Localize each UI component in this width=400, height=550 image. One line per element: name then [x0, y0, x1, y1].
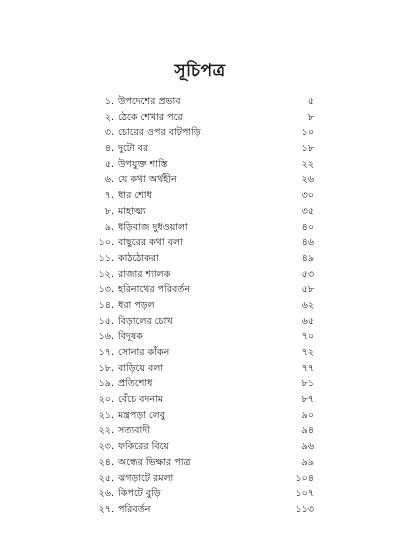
toc-entry-page-number: ৪৯	[301, 252, 314, 264]
toc-entry-number: ২৫.	[98, 472, 114, 484]
toc-entry-page-number: ৫৮	[301, 284, 314, 296]
toc-entry-page-number: ৪৬	[301, 237, 314, 249]
toc-entry-title: কিপটে বুড়ি	[118, 488, 161, 500]
toc-entry-page-number: ৯৪	[301, 425, 314, 437]
toc-entry-page-number: ১০৪	[295, 472, 314, 484]
toc-entry-page-number: ১৮	[301, 143, 314, 155]
toc-entry-number: ২৬.	[98, 488, 114, 500]
toc-entry-number: ২.	[104, 111, 114, 123]
toc-entry-number: ১৮.	[98, 362, 114, 374]
toc-entry-title: সোনার কাঁকন	[118, 347, 170, 358]
toc-entry	[92, 423, 314, 439]
toc-entry-page-number: ৮১	[301, 378, 314, 390]
toc-entry-page-number: ৭০	[301, 331, 314, 343]
toc-entry	[92, 251, 314, 267]
toc-entry-page-number: ৫৩	[301, 268, 314, 280]
toc-entry	[92, 502, 314, 518]
toc-entry-title: দুটো বর	[118, 143, 149, 155]
toc-entry-title: রাজার শ্যালক	[118, 268, 171, 280]
toc-entry	[92, 345, 314, 361]
toc-entry-number: ২৭.	[98, 503, 114, 515]
toc-entry	[92, 188, 314, 204]
toc-entry-page-number: ৯০	[301, 409, 314, 421]
toc-entry-number: ১৫.	[98, 315, 114, 327]
toc-entry-title: অন্ধের ভিক্ষার পাত্র	[118, 456, 191, 468]
toc-entry-title: কাঠঠোকরা	[118, 252, 159, 264]
toc-entry-title: চোরের ওপর বাটপাড়ি	[118, 127, 201, 139]
toc-entry	[92, 439, 314, 455]
toc-entry-title: ধার শোধ	[118, 190, 152, 202]
toc-entry-title: বাড়িয়ে বলা	[118, 362, 164, 374]
toc-entry-title: ফকিরের বিয়ে	[118, 441, 170, 453]
toc-entry-title: ঝগড়াটে রমলা	[118, 472, 174, 484]
toc-entry-title: মন্ত্রপড়া লেবু	[118, 409, 166, 421]
toc-entry-number: ১০.	[98, 237, 114, 249]
toc-entry-title: মাহাত্ম্য	[118, 205, 146, 217]
toc-entry-page-number: ১০৭	[295, 488, 314, 500]
toc-entry-page-number: ৯৯	[301, 456, 314, 468]
toc-entry	[92, 486, 314, 502]
toc-entry	[92, 455, 314, 471]
toc-entry-page-number: ৯৬	[301, 441, 314, 453]
toc-entry-page-number: ১১৩	[295, 503, 314, 515]
toc-entry-number: ১.	[104, 96, 114, 107]
toc-entry-title: যে কথা অর্থহীন	[118, 174, 177, 186]
toc-entry	[92, 329, 314, 345]
toc-entry-title: সত্যবাদী	[118, 425, 150, 437]
toc-entry-page-number: ২৬	[301, 174, 314, 186]
toc-entry-number: ৭.	[104, 190, 114, 202]
toc-entry-page-number: ১০	[301, 127, 314, 139]
toc-entry-title: উপদেশের প্রভাব	[118, 96, 181, 107]
toc-entry-number: ২০.	[98, 394, 114, 406]
toc-entry-number: ৪.	[104, 143, 114, 155]
toc-entry-number: ১৬.	[98, 331, 114, 343]
toc-entry-page-number: ৬৫	[301, 315, 314, 327]
toc-entry-number: ২৩.	[98, 441, 114, 453]
toc-entry	[92, 267, 314, 283]
toc-entry-title: বিড়ালের চোখ	[118, 315, 173, 327]
toc-entry-title: ঠেকে শেখার পরে	[118, 111, 183, 123]
toc-entry-number: ২৪.	[98, 456, 114, 468]
toc-entry-title: বিদূষক	[118, 331, 143, 343]
toc-entry-title: বাছুরের কথা বলা	[118, 237, 183, 249]
toc-entry	[92, 471, 314, 487]
toc-entry-number: ৮.	[104, 205, 114, 217]
toc-entry-title: উপযুক্ত শাস্তি	[118, 158, 168, 170]
toc-entry-number: ১১.	[98, 252, 114, 264]
toc-entry-page-number: ৩৫	[301, 205, 314, 217]
toc-entry-title: হরিনাথের পরিবর্তন	[118, 284, 191, 296]
toc-entry-number: ১৩.	[98, 284, 114, 296]
toc-entry	[92, 157, 314, 173]
toc-entry-number: ২১.	[98, 409, 114, 421]
toc-entry-number: ৯.	[104, 221, 114, 233]
toc-entry-page-number: ৬২	[301, 299, 314, 311]
toc-entry-number: ৫.	[104, 158, 114, 170]
toc-entry-page-number: ৭২	[301, 347, 314, 358]
toc-entry-page-number: ৮৭	[301, 394, 314, 406]
toc-entry	[92, 141, 314, 157]
toc-entry-number: ১৪.	[98, 299, 114, 311]
toc-entry-page-number: ৩০	[301, 190, 314, 202]
toc-entry	[92, 298, 314, 314]
toc-entry	[92, 282, 314, 298]
toc-entry	[92, 408, 314, 424]
table-of-contents	[92, 94, 314, 518]
toc-entry-number: ৩.	[104, 127, 114, 139]
toc-entry-title: প্রতিশোধ	[118, 378, 153, 390]
toc-entry-page-number: ৮	[307, 111, 314, 123]
toc-entry	[92, 392, 314, 408]
toc-entry	[92, 361, 314, 377]
toc-entry	[92, 204, 314, 220]
toc-entry-page-number: ৪০	[301, 221, 314, 233]
toc-entry	[92, 94, 314, 110]
toc-entry	[92, 172, 314, 188]
toc-entry-number: ১২.	[98, 268, 114, 280]
toc-entry-title: বেঁচে বদনাম	[118, 394, 164, 406]
page-title: সূচিপত্র	[174, 61, 226, 81]
toc-entry	[92, 220, 314, 236]
toc-entry-number: ৬.	[104, 174, 114, 186]
toc-entry-page-number: ৭৭	[301, 362, 314, 374]
toc-entry	[92, 376, 314, 392]
toc-entry-number: ২২.	[98, 425, 114, 437]
toc-entry	[92, 125, 314, 141]
toc-entry-title: পরিবর্তন	[118, 503, 151, 515]
toc-entry-title: ধরা পড়ল	[118, 299, 155, 311]
toc-entry-title: ধড়িবাজ দুধওয়ালা	[118, 221, 188, 233]
toc-entry-number: ১৯.	[98, 378, 114, 390]
toc-entry	[92, 235, 314, 251]
toc-entry-number: ১৭.	[98, 347, 114, 358]
toc-entry	[92, 314, 314, 330]
toc-entry	[92, 110, 314, 126]
toc-entry-page-number: ২২	[301, 158, 314, 170]
toc-entry-page-number: ৫	[307, 96, 314, 107]
